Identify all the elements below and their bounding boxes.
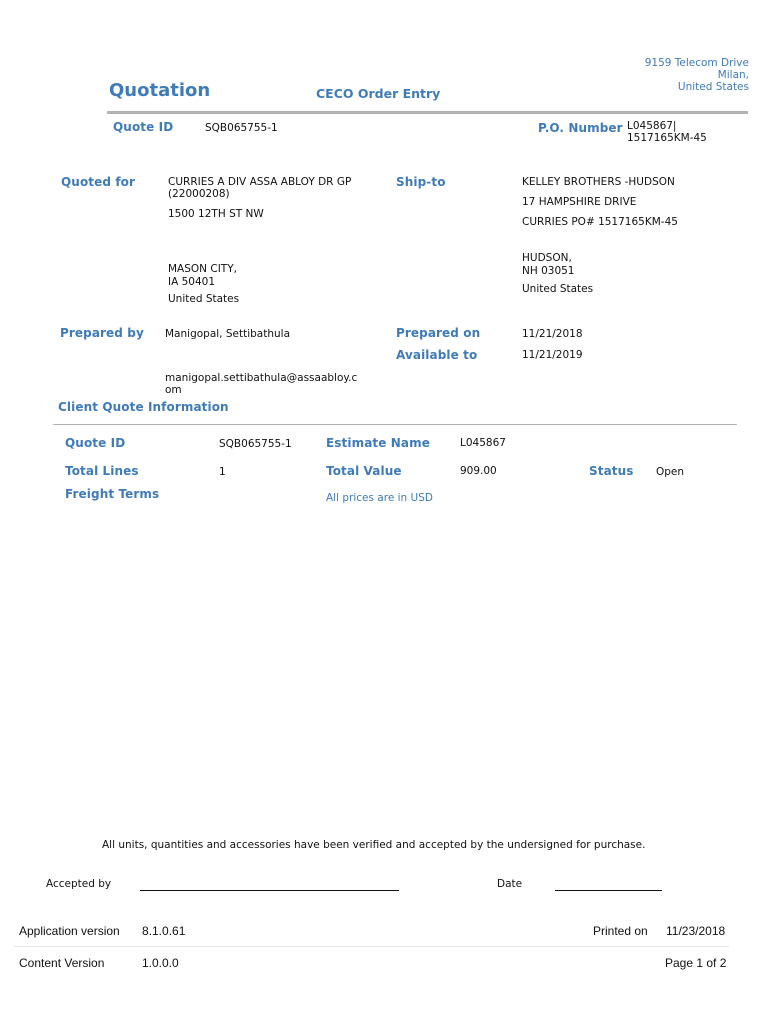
client-info-section-title: Client Quote Information	[58, 400, 229, 414]
quoted-for-city: MASON CITY,	[168, 263, 237, 275]
content-version-label: Content Version	[19, 956, 105, 970]
quoted-for-label: Quoted for	[61, 175, 136, 189]
ship-to-state-zip: NH 03051	[522, 265, 575, 277]
quoted-for-name	[168, 176, 351, 200]
address-line-street: 9159 Telecom Drive	[644, 57, 749, 69]
po-number-line1: L045867|	[627, 120, 677, 132]
estimate-name-label: Estimate Name	[326, 436, 430, 450]
company-address	[645, 57, 749, 93]
available-to-label: Available to	[396, 348, 478, 362]
status-value: Open	[656, 466, 685, 478]
quoted-for-street: 1500 12TH ST NW	[168, 208, 264, 220]
header-rule	[107, 111, 748, 114]
content-version-value: 1.0.0.0	[142, 956, 179, 970]
prepared-by-email-line1: manigopal.settibathula@assaabloy.c	[165, 372, 358, 384]
ship-to-label: Ship-to	[396, 175, 446, 189]
printed-on-label: Printed on	[593, 924, 648, 938]
ship-to-street: 17 HAMPSHIRE DRIVE	[522, 196, 637, 208]
acceptance-statement: All units, quantities and accessories have been verified and accepted by the undersigned for purchase.	[102, 839, 646, 851]
page-subtitle: CECO Order Entry	[316, 86, 441, 101]
address-line-country: United States	[677, 81, 749, 93]
quote-id-value: SQB065755-1	[205, 122, 278, 134]
freight-terms-label: Freight Terms	[65, 487, 160, 501]
po-number-line2: 1517165KM-45	[627, 132, 707, 144]
printed-on-value: 11/23/2018	[666, 924, 726, 938]
po-number-value	[627, 120, 747, 144]
status-label: Status	[589, 464, 634, 478]
prepared-by-email-line2: om	[165, 384, 182, 396]
app-version-label: Application version	[19, 924, 120, 938]
footer-divider	[14, 946, 729, 947]
total-lines-value: 1	[219, 466, 226, 478]
quoted-for-name-line2: (22000208)	[168, 188, 230, 200]
accepted-by-signature-line	[140, 890, 399, 891]
ship-to-city: HUDSON,	[522, 252, 572, 264]
quote-id-label: Quote ID	[113, 120, 174, 134]
client-info-rule	[53, 424, 737, 425]
ship-to-name: KELLEY BROTHERS -HUDSON	[522, 176, 675, 188]
prepared-by-value: Manigopal, Settibathula	[165, 328, 291, 340]
ship-to-po: CURRIES PO# 1517165KM-45	[522, 216, 678, 228]
prepared-on-label: Prepared on	[396, 326, 481, 340]
po-number-label: P.O. Number	[538, 121, 623, 135]
ship-to-country: United States	[522, 283, 594, 295]
quoted-for-country: United States	[168, 293, 240, 305]
accepted-by-label: Accepted by	[46, 878, 112, 890]
quoted-for-name-line1: CURRIES A DIV ASSA ABLOY DR GP	[168, 176, 352, 188]
client-quote-id-label: Quote ID	[65, 436, 126, 450]
page-title: Quotation	[109, 80, 211, 101]
prepared-by-email	[165, 372, 370, 396]
page-number: Page 1 of 2	[665, 956, 727, 970]
total-value-label: Total Value	[326, 464, 402, 478]
app-version-value: 8.1.0.61	[142, 924, 186, 938]
total-value-value: 909.00	[460, 465, 497, 477]
date-signature-line	[555, 890, 662, 891]
prepared-on-value: 11/21/2018	[522, 328, 583, 340]
date-label: Date	[497, 878, 523, 890]
quoted-for-state-zip: IA 50401	[168, 276, 216, 288]
available-to-value: 11/21/2019	[522, 349, 583, 361]
address-line-city: Milan,	[717, 69, 749, 81]
client-quote-id-value: SQB065755-1	[219, 438, 292, 450]
total-lines-label: Total Lines	[65, 464, 139, 478]
prices-currency-note: All prices are in USD	[326, 492, 433, 504]
estimate-name-value: L045867	[460, 437, 506, 449]
prepared-by-label: Prepared by	[60, 326, 144, 340]
